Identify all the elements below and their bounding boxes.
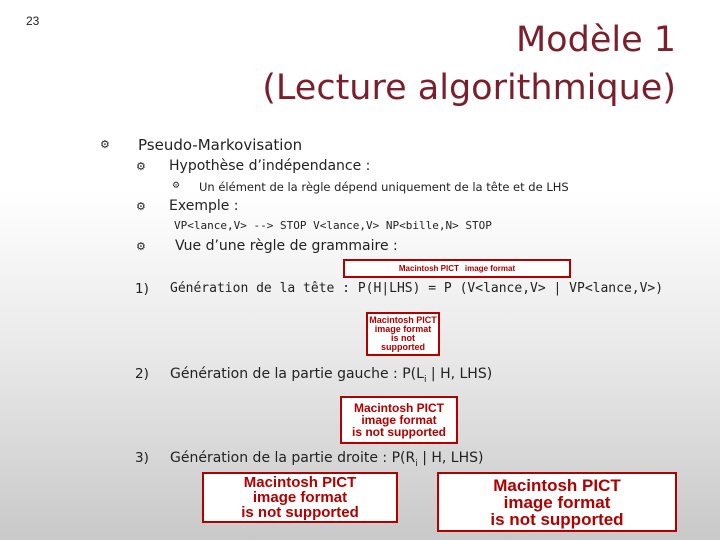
example-rule: VP<lance,V> --> STOP V<lance,V> NP<bille,N> STOP [174, 219, 492, 232]
bullet-grammar-view: Vue d’une règle de grammaire : [175, 238, 398, 254]
gear-bullet-icon: ⚙ [100, 138, 110, 151]
step-number: 1) [135, 281, 149, 297]
pict-placeholder-image: Macintosh PICT image format is not supported [340, 396, 458, 444]
gear-bullet-icon: ⚙ [136, 160, 146, 173]
pict-placeholder-image: Macintosh PICT image format is not supported [366, 312, 440, 356]
step-2-text: Génération de la partie gauche : $P(L_i$ | H, LHS) [170, 366, 493, 385]
bullet-hypothesis: Hypothèse d’indépendance : [169, 158, 371, 174]
pict-placeholder-image: Macintosh PICT image format [343, 259, 571, 278]
gear-bullet-icon: ⚙ [172, 181, 181, 191]
step-3-text: Génération de la partie droite : $P(R_i$ | H, LHS) [170, 450, 484, 469]
slide-title-line2: (Lecture algorithmique) [262, 68, 676, 108]
step-number: 2) [135, 366, 149, 382]
bullet-pseudo-markovisation: Pseudo-Markovisation [138, 136, 303, 154]
bullet-example: Exemple : [169, 198, 239, 214]
pict-placeholder-image: Macintosh PICT image format is not supported [202, 472, 398, 523]
gear-bullet-icon: ⚙ [136, 200, 146, 213]
gear-bullet-icon: ⚙ [136, 240, 146, 253]
bullet-hypothesis-detail: Un élément de la règle dépend uniquement de la tête et de LHS [199, 180, 569, 194]
pict-placeholder-image: Macintosh PICT image format is not supported [437, 472, 677, 532]
slide-number: 23 [26, 14, 40, 28]
step-1-text: Génération de la tête : P(H|LHS) = P (V<lance,V> | VP<lance,V>) [170, 281, 664, 296]
slide-title-line1: Modèle 1 [515, 20, 676, 60]
step-number: 3) [135, 450, 149, 466]
